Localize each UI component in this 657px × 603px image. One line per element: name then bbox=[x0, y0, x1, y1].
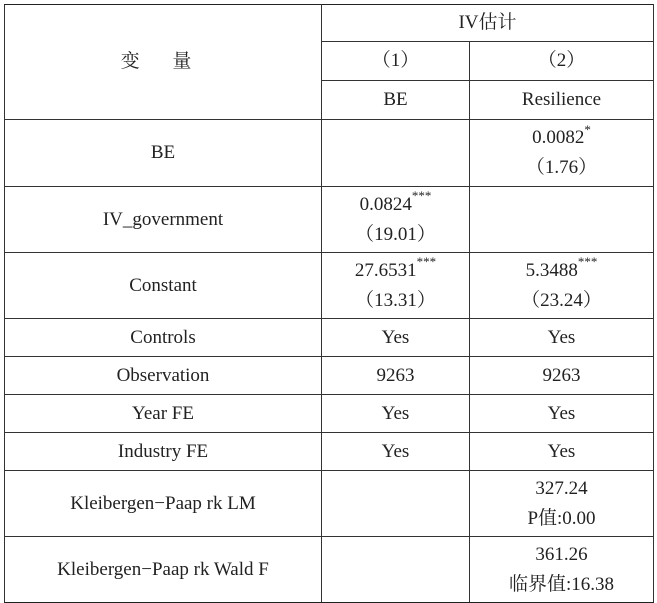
row-label-kp-lm: Kleibergen−Paap rk LM bbox=[5, 471, 322, 537]
iv-government-col2-cell bbox=[470, 187, 654, 253]
row-label-industry-fe: Industry FE bbox=[5, 433, 322, 471]
row-label-controls: Controls bbox=[5, 319, 322, 357]
iv-government-t-statistic: （19.01） bbox=[355, 223, 436, 245]
kp-wald-f-col2-cell bbox=[470, 537, 654, 603]
constant-significance-stars-2: *** bbox=[577, 254, 598, 270]
constant-col1-cell bbox=[322, 253, 470, 319]
kp-wald-f-critical-value: 临界值:16.38 bbox=[508, 573, 615, 595]
row-label-iv-government: IV_government bbox=[5, 187, 322, 253]
regression-table bbox=[4, 4, 654, 603]
iv-government-coefficient: 0.0824 bbox=[359, 193, 412, 215]
iv-government-col1-cell bbox=[322, 187, 470, 253]
row-label-be: BE bbox=[5, 120, 322, 187]
constant-significance-stars-1: *** bbox=[416, 254, 437, 270]
kp-lm-col2-cell bbox=[470, 471, 654, 537]
variable-header bbox=[5, 5, 322, 120]
constant-t-statistic-1: （13.31） bbox=[355, 289, 436, 311]
row-label-observation: Observation bbox=[5, 357, 322, 395]
variable-header-label: 变 量 bbox=[120, 51, 206, 72]
be-t-statistic: （1.76） bbox=[525, 157, 598, 178]
kp-wald-f-col1 bbox=[322, 537, 470, 603]
constant-coefficient-1: 27.6531 bbox=[354, 259, 417, 281]
constant-col2-cell bbox=[470, 253, 654, 319]
controls-col1: Yes bbox=[322, 319, 470, 357]
constant-t-statistic-2: （23.24） bbox=[521, 289, 602, 311]
constant-coefficient-2: 5.3488 bbox=[525, 259, 578, 281]
industry-fe-col2: Yes bbox=[470, 433, 654, 471]
dependent-var-1: BE bbox=[322, 81, 470, 120]
be-col1-cell bbox=[322, 120, 470, 187]
kp-lm-statistic: 327.24 bbox=[535, 477, 588, 499]
column-number-1: （1） bbox=[322, 42, 470, 81]
iv-government-significance-stars: *** bbox=[411, 188, 432, 204]
kp-lm-col1 bbox=[322, 471, 470, 537]
dependent-var-2: Resilience bbox=[470, 81, 654, 120]
row-label-kp-wald-f: Kleibergen−Paap rk Wald F bbox=[5, 537, 322, 603]
iv-estimation-header: IV估计 bbox=[322, 5, 654, 42]
observation-col1: 9263 bbox=[322, 357, 470, 395]
be-col2-cell bbox=[470, 120, 654, 187]
be-significance-stars: * bbox=[584, 121, 591, 137]
kp-lm-p-value: P值:0.00 bbox=[527, 507, 596, 529]
row-label-year-fe: Year FE bbox=[5, 395, 322, 433]
be-coefficient: 0.0082 bbox=[532, 127, 585, 148]
observation-col2: 9263 bbox=[470, 357, 654, 395]
controls-col2: Yes bbox=[470, 319, 654, 357]
column-number-2: （2） bbox=[470, 42, 654, 81]
kp-wald-f-statistic: 361.26 bbox=[535, 543, 588, 565]
industry-fe-col1: Yes bbox=[322, 433, 470, 471]
year-fe-col2: Yes bbox=[470, 395, 654, 433]
year-fe-col1: Yes bbox=[322, 395, 470, 433]
row-label-constant: Constant bbox=[5, 253, 322, 319]
